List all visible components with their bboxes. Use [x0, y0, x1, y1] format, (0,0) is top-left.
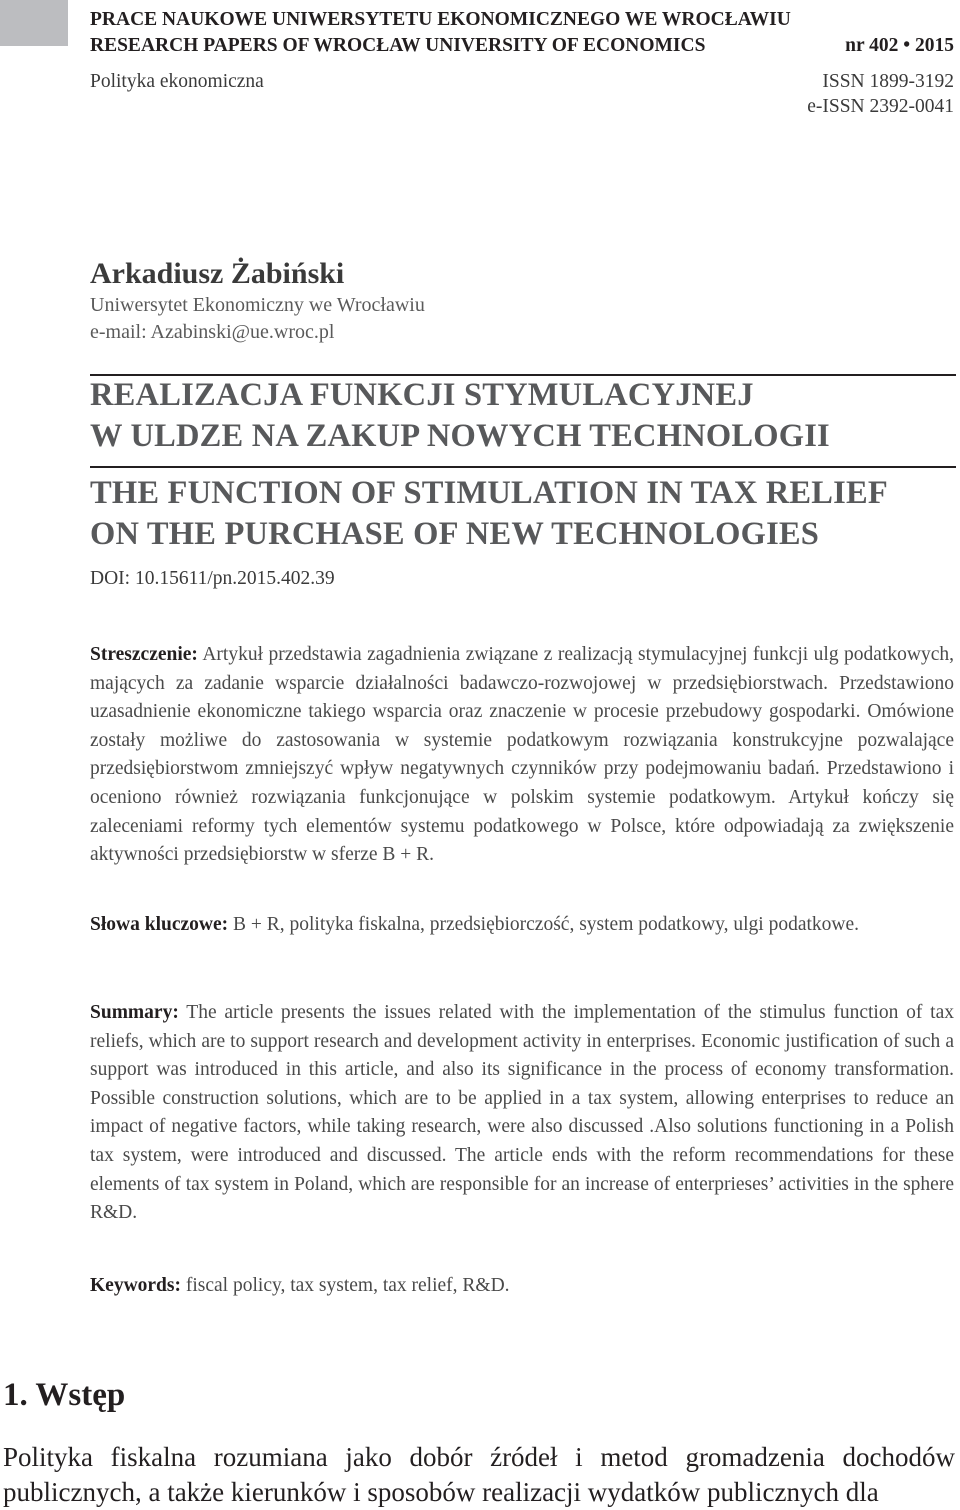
title-pl-line2: W ULDZE NA ZAKUP NOWYCH TECHNOLOGII	[90, 418, 830, 454]
author-name: Arkadiusz Żabiński	[90, 257, 345, 290]
abstract-pl-text: Artykuł przedstawia zagadnienia związane z realizacją stymulacyjnej funkcji ulg podatkowych, mających za zadanie wsparcie działalności badawczo-rozwojowej w przedsiębiorstwach. Przedstawiono uzasadnienie ekonomiczne takiego wsparcia oraz znaczenie w procesie przebudowy gospodarki. Omówione zostały możliwe do zastosowania w systemie podatkowym rozwiązania konstrukcyjne pozwalające przedsiębiorstwom zmniejszyć wpływ negatywnych czynników przy podejmowaniu badań. Przedstawiono i oceniono również rozwiązania funkcjonujące w polskim systemie podatkowym. Artykuł kończy się zaleceniami reformy tych elementów systemu podatkowego w Polsce, które odpowiadają za zwiększenie aktywności przedsiębiorstw w sferze B + R.	[90, 644, 954, 866]
abstract-pl	[90, 641, 954, 870]
title-pl-line1: REALIZACJA FUNKCJI STYMULACYJNEJ	[90, 377, 754, 413]
journal-header	[90, 7, 954, 119]
journal-name-pl: PRACE NAUKOWE UNIWERSYTETU EKONOMICZNEGO WE WROCŁAWIU	[90, 9, 791, 30]
corner-tab	[0, 0, 68, 46]
issn: ISSN 1899-3192	[822, 71, 954, 92]
abstract-en-text: The article presents the issues related with the implementation of the stimulus function of tax reliefs, which are to support research and development activity in enterprises. Economic justification of such a support was introduced in this article, and also its significance in the process of economy transformation. Possible construction solutions, which are to be applied in a tax system, allowing enterprises to reduce an impact of negative factors, while taking research, were also discussed .Also solutions functioning in a Polish tax system, were introduced and discussed. The article ends with the reform recommendations for these elements of tax system in Poland, which are responsible for an increase of enterpriеses’ activities in the sphere R&D.	[90, 1002, 954, 1224]
series-name: Polityka ekonomiczna	[90, 71, 264, 92]
keywords-en-label: Keywords:	[90, 1275, 181, 1296]
rule-middle	[90, 466, 956, 468]
author-block	[90, 256, 954, 346]
keywords-pl-label: Słowa kluczowe:	[90, 914, 229, 935]
author-email: e-mail: Azabinski@ue.wroc.pl	[90, 321, 335, 343]
title-en	[90, 473, 956, 555]
title-en-line1: THE FUNCTION OF STIMULATION IN TAX RELIEF	[90, 475, 888, 511]
author-affiliation: Uniwersytet Ekonomiczny we Wrocławiu	[90, 294, 425, 316]
journal-name-en: RESEARCH PAPERS OF WROCŁAW UNIVERSITY OF ECONOMICS	[90, 35, 706, 56]
title-pl	[90, 375, 956, 457]
abstract-en-label: Summary:	[90, 1002, 179, 1023]
keywords-en	[90, 1272, 954, 1301]
abstract-pl-label: Streszczenie:	[90, 644, 198, 665]
keywords-en-text: fiscal policy, tax system, tax relief, R&D.	[181, 1275, 510, 1296]
keywords-pl	[90, 911, 954, 940]
section-heading: 1. Wstęp	[3, 1377, 126, 1413]
title-en-line2: ON THE PURCHASE OF NEW TECHNOLOGIES	[90, 516, 820, 552]
keywords-pl-text: B + R, polityka fiskalna, przedsiębiorczość, system podatkowy, ulgi podatkowe.	[228, 914, 860, 935]
section-body: Polityka fiskalna rozumiana jako dobór źródeł i metod gromadzenia dochodów publicznych, a także kierunków i sposobów realizacji wydatków publicznych dla	[3, 1442, 955, 1507]
doi: DOI: 10.15611/pn.2015.402.39	[90, 568, 335, 589]
issue-number: nr 402 • 2015	[845, 35, 954, 56]
abstract-en	[90, 999, 954, 1228]
eissn: e-ISSN 2392-0041	[807, 96, 954, 117]
